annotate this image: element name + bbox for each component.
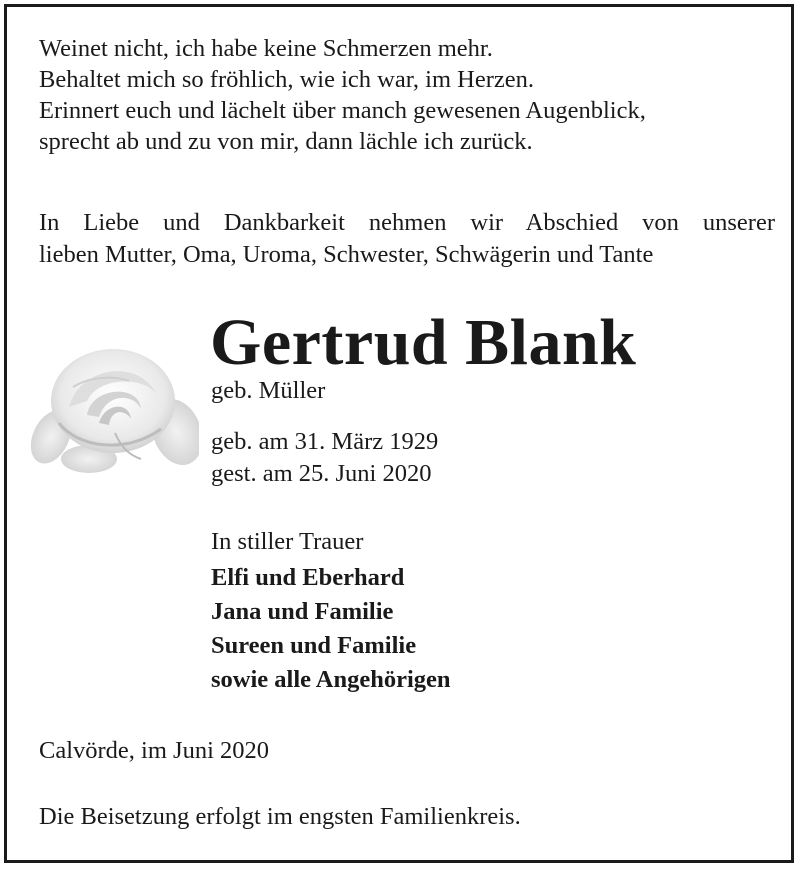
mourner-name: Elfi und Eberhard [211, 564, 405, 591]
intro-text [39, 207, 775, 271]
poem-line: Behaltet mich so fröhlich, wie ich war, im Herzen. [39, 66, 534, 93]
mourner-name: sowie alle Angehörigen [211, 666, 451, 693]
poem-line: Weinet nicht, ich habe keine Schmerzen mehr. [39, 35, 493, 62]
intro-line: lieben Mutter, Oma, Uroma, Schwester, Schwägerin und Tante [39, 241, 654, 268]
burial-note: Die Beisetzung erfolgt im engsten Familienkreis. [39, 803, 521, 830]
mourner-name: Jana und Familie [211, 598, 394, 625]
poem [39, 33, 779, 157]
maiden-name: geb. Müller [211, 377, 326, 404]
place-date: Calvörde, im Juni 2020 [39, 737, 270, 764]
obituary-notice [4, 4, 794, 863]
mourning-heading: In stiller Trauer [211, 528, 364, 555]
mourner-name: Sureen und Familie [211, 632, 417, 659]
intro-line: In Liebe und Dankbarkeit nehmen wir Abschied von unserer [39, 209, 775, 236]
poem-line: sprecht ab und zu von mir, dann lächle ich zurück. [39, 128, 533, 155]
poem-line: Erinnert euch und lächelt über manch gewesenen Augenblick, [39, 97, 646, 124]
rose-icon [29, 337, 199, 475]
death-date: gest. am 25. Juni 2020 [211, 460, 432, 487]
deceased-name: Gertrud Blank [210, 306, 637, 379]
birth-date: geb. am 31. März 1929 [211, 428, 439, 455]
